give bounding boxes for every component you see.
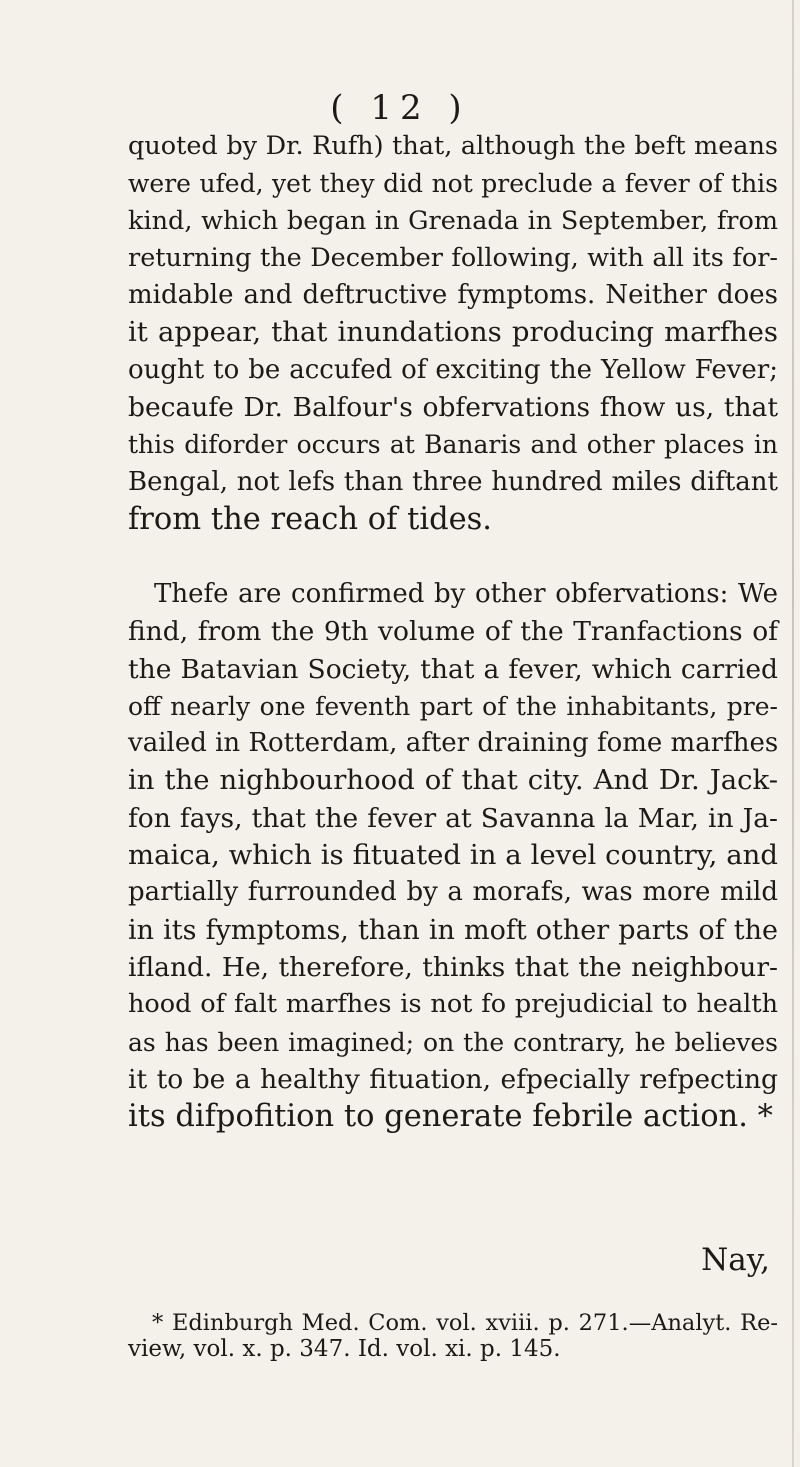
text-line: quoted by Dr. Rufh) that, although the beft means xyxy=(128,131,778,161)
text-line: as has been imagined; on the contrary, he believes xyxy=(128,1027,778,1057)
text-line: vailed in Rotterdam, after draining fome marfhes xyxy=(128,728,779,759)
text-line: kind, which began in Grenada in September, from xyxy=(128,205,778,236)
text-line: this diforder occurs at Banaris and other places in xyxy=(128,430,778,460)
page-header: ( 12 ) xyxy=(330,88,470,128)
catchword: Nay, xyxy=(701,1242,770,1278)
text-line: becaufe Dr. Balfour's obfervations fhow us, that xyxy=(128,392,778,424)
text-line: in its fymptoms, than in moft other parts of the xyxy=(128,914,778,946)
paragraph-1 xyxy=(128,128,778,538)
text-line: Thefe are confirmed by other obfervations: We xyxy=(154,579,778,609)
text-line: it appear, that inundations producing marfhes xyxy=(128,316,778,349)
footnote xyxy=(128,1310,778,1362)
text-line: off nearly one feventh part of the inhabitants, pre- xyxy=(128,691,778,721)
text-line: returning the December following, with all its for- xyxy=(128,242,778,273)
text-line: ought to be accufed of exciting the Yellow Fever; xyxy=(128,354,778,385)
text-line: maica, which is fituated in a level country, and xyxy=(128,839,778,872)
paragraph-2 xyxy=(128,576,778,1135)
text-line: hood of falt marfhes is not fo prejudicial to health xyxy=(128,989,778,1020)
text-line: midable and deftructive fymptoms. Neither does xyxy=(128,280,778,311)
text-line: its difpofition to generate febrile action. * xyxy=(128,1099,773,1135)
text-line: partially furrounded by a morafs, was more mild xyxy=(128,877,778,908)
page-edge xyxy=(792,0,794,1467)
text-line: were ufed, yet they did not preclude a fever of this xyxy=(128,169,778,199)
footnote-line: view, vol. x. p. 347. Id. vol. xi. p. 145. xyxy=(128,1336,561,1362)
text-line: the Batavian Society, that a fever, which carried xyxy=(128,653,778,685)
text-line: it to be a healthy fituation, efpecially refpecting xyxy=(128,1063,778,1095)
text-line: in the nighbourhood of that city. And Dr. Jack- xyxy=(128,764,778,797)
text-line: from the reach of tides. xyxy=(128,501,493,537)
text-line: Bengal, not lefs than three hundred miles diftant xyxy=(128,466,778,497)
text-line: ifland. He, therefore, thinks that the neighbour- xyxy=(128,951,778,983)
text-line: find, from the 9th volume of the Tranfactions of xyxy=(128,616,778,648)
footnote-line: * Edinburgh Med. Com. vol. xviii. p. 271.—Analyt. Re- xyxy=(152,1310,778,1336)
text-line: fon fays, that the fever at Savanna la Mar, in Ja- xyxy=(128,802,778,834)
